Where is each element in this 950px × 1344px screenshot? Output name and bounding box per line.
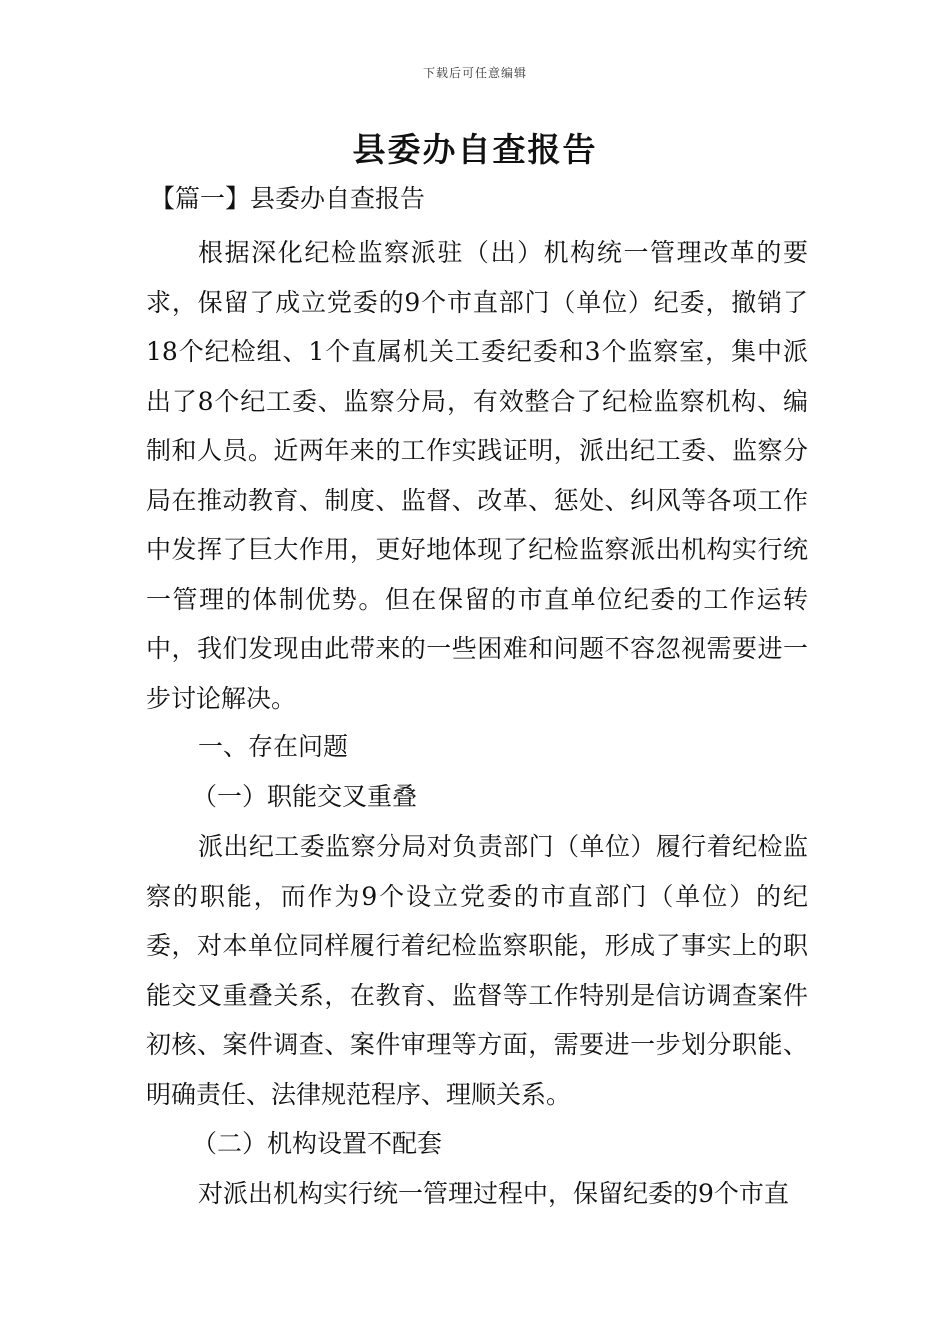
document-title: 县委办自查报告 bbox=[352, 130, 598, 169]
structure-paragraph: 对派出机构实行统一管理过程中，保留纪委的9个市直 bbox=[198, 1179, 789, 1208]
subheading-overlap: （一）职能交叉重叠 bbox=[192, 782, 418, 811]
header-note: 下载后可任意编辑 bbox=[422, 66, 527, 80]
problems-heading: 一、存在问题 bbox=[198, 732, 349, 761]
subheading-structure: （二）机构设置不配套 bbox=[192, 1129, 443, 1158]
section-label: 【篇一】县委办自查报告 bbox=[150, 184, 426, 213]
intro-paragraph: 根据深化纪检监察派驻（出）机构统一管理改革的要求，保留了成立党委的9个市直部门（单位）纪委，撤销了18个纪检组、1个直属机关工委纪委和3个监察室，集中派出了8个纪工委、监察分局，有效整合了纪检监察机构、编制和人员。近两年来的工作实践证明，派出纪工委、监察分局在推动教育、制度、监督、改革、惩处、纠风等各项工作中发挥了巨大作用，更好地体现了纪检监察派出机构实行统一管理的体制优势。但在保留的市直单位纪委的工作运转中，我们发现由此带来的一些困难和问题不容忽视需要进一步讨论解决。 bbox=[146, 238, 808, 713]
overlap-paragraph: 派出纪工委监察分局对负责部门（单位）履行着纪检监察的职能，而作为9个设立党委的市直部门（单位）的纪委，对本单位同样履行着纪检监察职能，形成了事实上的职能交叉重叠关系，在教育、监督等工作特别是信访调查案件初核、案件调查、案件审理等方面，需要进一步划分职能、明确责任、法律规范程序、理顺关系。 bbox=[146, 832, 808, 1109]
